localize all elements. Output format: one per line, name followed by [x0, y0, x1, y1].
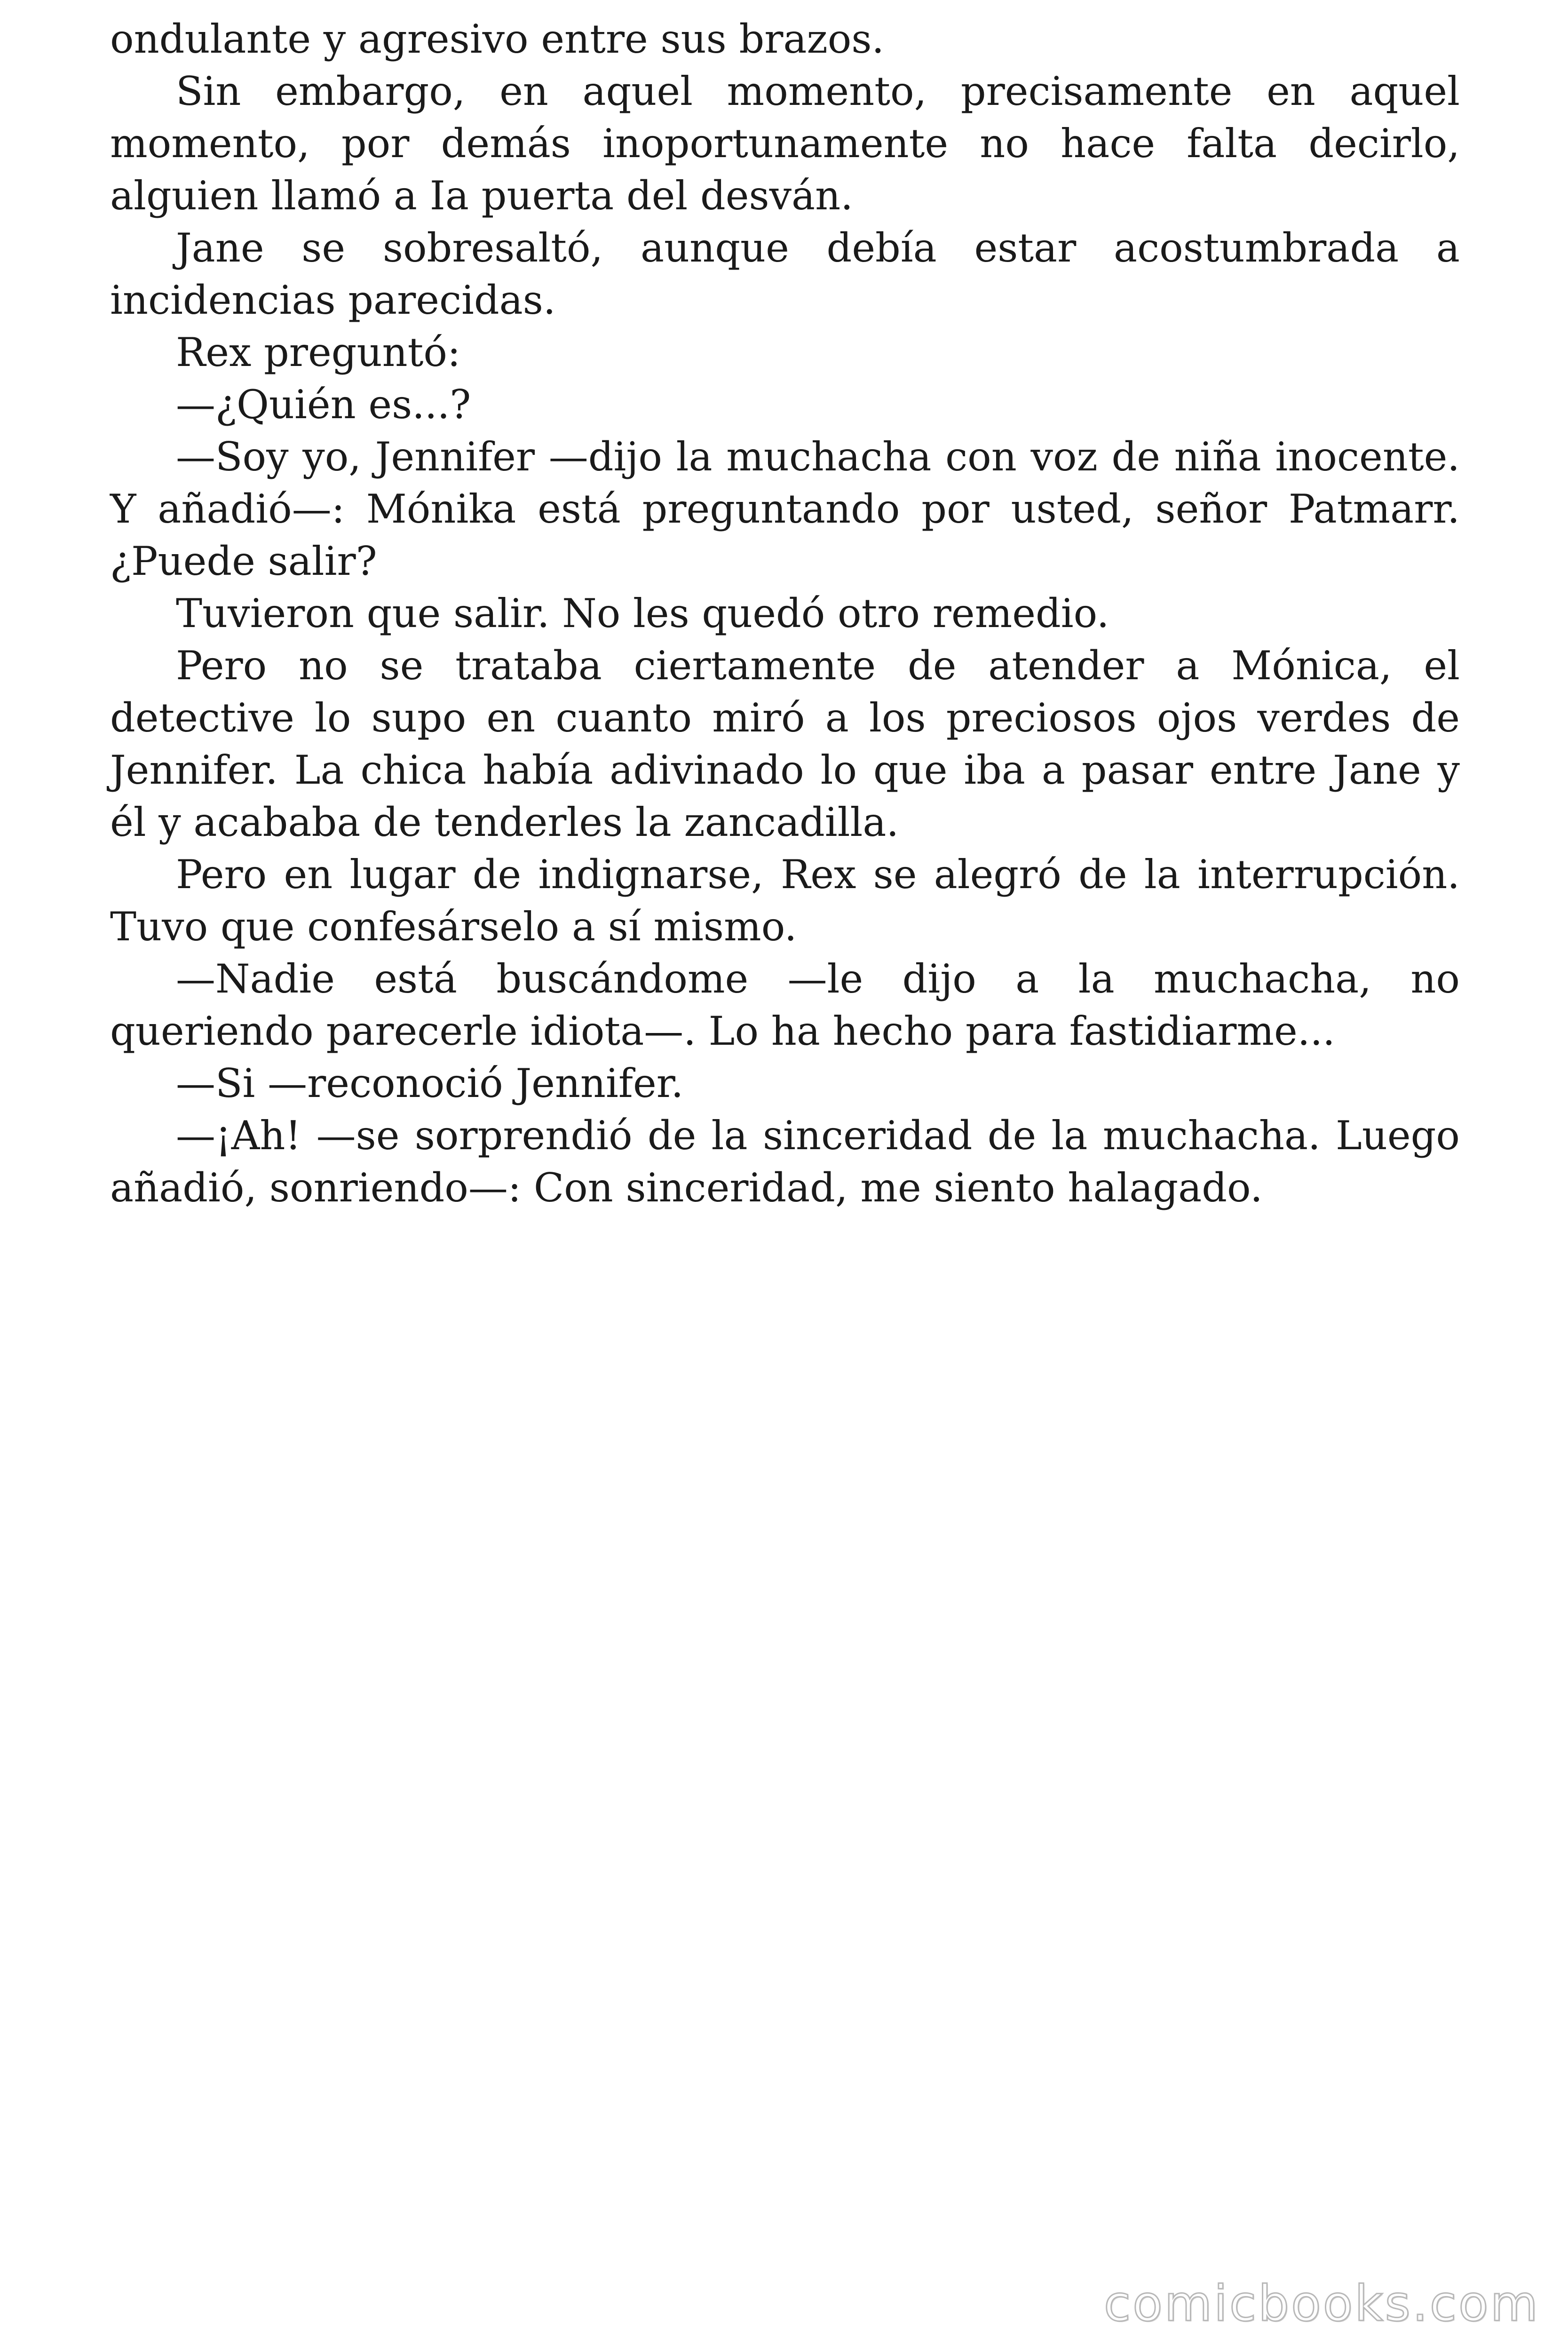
paragraph: —¿Quién es...?	[176, 381, 471, 428]
paragraph: Rex preguntó:	[176, 329, 461, 375]
paragraph: —Si —reconoció Jennifer.	[176, 1060, 684, 1106]
book-page-text	[110, 13, 1460, 1214]
paragraph: ondulante y agresivo entre sus brazos.	[110, 16, 885, 62]
paragraph: —Nadie está buscándome —le dijo a la muchacha, no queriendo parecerle idiota—. Lo ha hecho para fastidiarme...	[110, 956, 1460, 1054]
paragraph: —¡Ah! —se sorprendió de la sinceridad de la muchacha. Luego añadió, sonriendo—: Con sinceridad, me siento halagado.	[110, 1112, 1460, 1211]
watermark: comicbooks.com	[1103, 2275, 1540, 2332]
paragraph: —Soy yo, Jennifer —dijo la muchacha con voz de niña inocente. Y añadió—: Mónika está preguntando por usted, señor Patmarr. ¿Puede salir?	[110, 434, 1460, 584]
paragraph: Pero en lugar de indignarse, Rex se alegró de la interrupción. Tuvo que confesárselo a sí mismo.	[110, 851, 1460, 950]
paragraph: Pero no se trataba ciertamente de atender a Mónica, el detective lo supo en cuanto miró a los preciosos ojos verdes de Jennifer. La chica había adivinado lo que iba a pasar entre Jane y él y acababa de tenderles la zancadilla.	[110, 643, 1460, 845]
paragraph: Jane se sobresaltó, aunque debía estar acostumbrada a incidencias parecidas.	[110, 225, 1460, 323]
paragraph: Tuvieron que salir. No les quedó otro remedio.	[176, 590, 1109, 636]
paragraph: Sin embargo, en aquel momento, precisamente en aquel momento, por demás inoportunamente no hace falta decirlo, alguien llamó a Ia puerta del desván.	[110, 68, 1460, 219]
